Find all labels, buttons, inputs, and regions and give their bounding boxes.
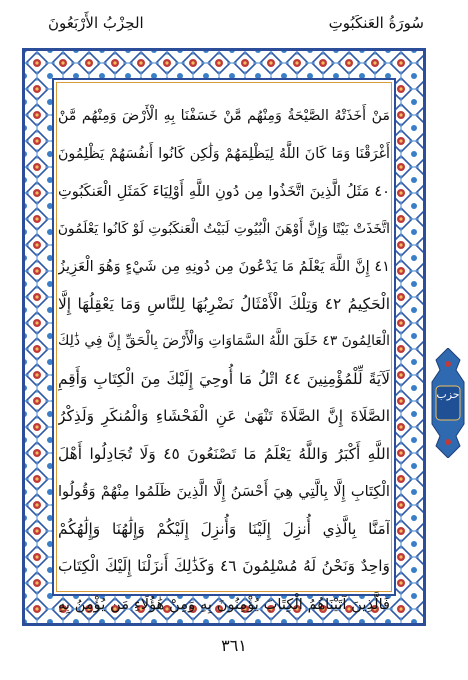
hizb-marker-label: حزب [436,388,460,401]
text-line: آمَنَّا بِالَّذِي أُنزِلَ إِلَيْنَا وَأُنزِلَ إِلَيْكُمْ وَإِلَٰهُنَا وَإِلَٰهُكُمْ [58,519,390,538]
text-line: لَآيَةً لِّلْمُؤْمِنِينَ ٤٤ اتْلُ مَا أُوحِيَ إِلَيْكَ مِنَ الْكِتَابِ وَأَقِمِ [58,369,390,388]
text-line: الْكِتَابِ إِلَّا بِالَّتِي هِيَ أَحْسَنُ إِلَّا الَّذِينَ ظَلَمُوا مِنْهُمْ وَقُولُوا [58,483,390,500]
text-line: وَاحِدٌ وَنَحْنُ لَهُ مُسْلِمُونَ ٤٦ وَكَذَٰلِكَ أَنزَلْنَا إِلَيْكَ الْكِتَابَ [58,557,390,575]
text-line: مَنْ أَخَذَتْهُ الصَّيْحَةُ وَمِنْهُم مَّنْ خَسَفْنَا بِهِ الْأَرْضَ وَمِنْهُم مَّنْ [58,108,390,124]
text-line: الصَّلَاةَ إِنَّ الصَّلَاةَ تَنْهَىٰ عَنِ الْفَحْشَاءِ وَالْمُنكَرِ وَلَذِكْرُ [58,407,390,425]
text-line: ٤١ إِنَّ اللَّهَ يَعْلَمُ مَا يَدْعُونَ مِن دُونِهِ مِن شَيْءٍ وَهُوَ الْعَزِيزُ [58,258,390,275]
text-line: اللَّهِ أَكْبَرُ وَاللَّهُ يَعْلَمُ مَا تَصْنَعُونَ ٤٥ وَلَا تُجَادِلُوا أَهْلَ [58,444,390,463]
surah-header: سُورَةُ العَنكَبُوتِ [328,14,424,32]
text-line: فَالَّذِينَ آتَيْنَاهُمُ الْكِتَابَ يُؤْمِنُونَ بِهِ وَمِنْ هَٰؤُلَاءِ مَن يُؤْمِنُ بِهِ [58,595,390,613]
text-line: أَغْرَقْنَا وَمَا كَانَ اللَّهُ لِيَظْلِمَهُمْ وَلَٰكِن كَانُوا أَنفُسَهُمْ يَظْلِمُونَ [58,145,390,162]
hizb-marker-ornament [430,348,466,458]
text-line: الْحَكِيمُ ٤٢ وَتِلْكَ الْأَمْثَالُ نَضْرِبُهَا لِلنَّاسِ وَمَا يَعْقِلُهَا إِلَّا [58,294,390,313]
hizb-header: الحِزْبُ الأَرْبَعُونَ [48,14,144,32]
text-line: اتَّخَذَتْ بَيْتًا وَإِنَّ أَوْهَنَ الْبُيُوتِ لَبَيْتُ الْعَنكَبُوتِ لَوْ كَانُوا يَعْلَمُونَ [58,220,390,237]
page-number: ٣٦١ [221,636,247,655]
text-line: الْعَالِمُونَ ٤٣ خَلَقَ اللَّهُ السَّمَاوَاتِ وَالْأَرْضَ بِالْحَقِّ إِنَّ فِي ذَٰلِكَ [58,333,390,349]
quran-text [58,98,390,623]
text-line: ٤٠ مَثَلُ الَّذِينَ اتَّخَذُوا مِن دُونِ اللَّهِ أَوْلِيَاءَ كَمَثَلِ الْعَنكَبُوتِ [58,183,390,200]
